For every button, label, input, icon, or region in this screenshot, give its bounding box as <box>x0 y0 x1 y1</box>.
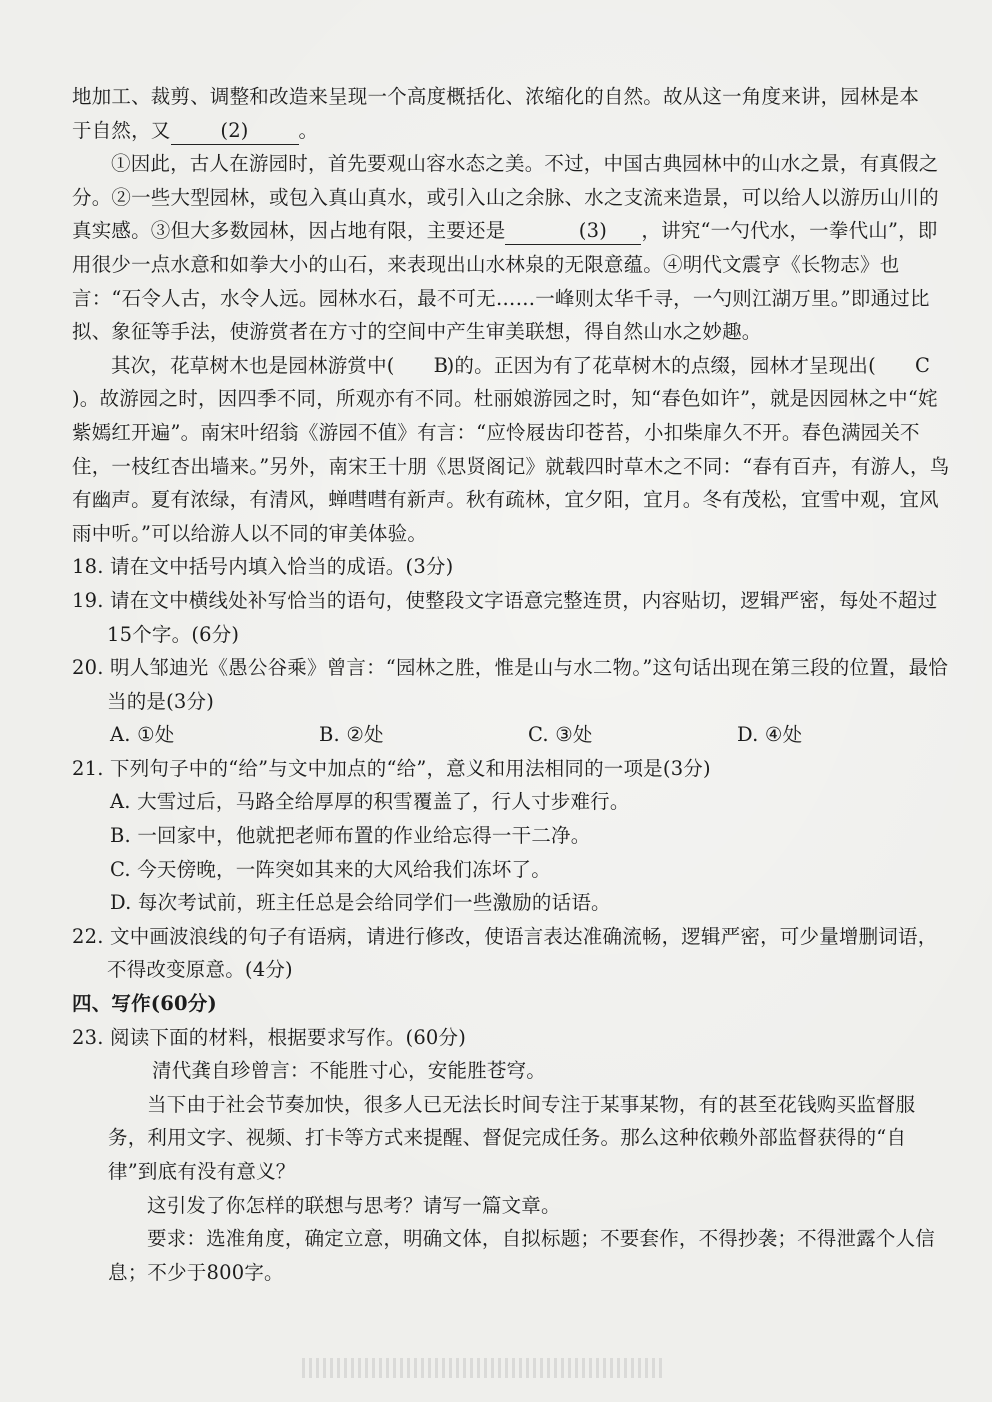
fill-b: B <box>433 353 449 377</box>
writing-prompt: 这引发了你怎样的联想与思考？请写一篇文章。 <box>147 1193 561 1217</box>
para3-text-b: )的。正因为有了花草树木的点缀，园林才呈现出( <box>446 353 876 377</box>
writing-requirements: 要求：选准角度，确定立意，明确文体，自拟标题；不要套作，不得抄袭；不得泄露个人信息；不少于800字。 <box>108 1227 936 1284</box>
question-20-options <box>72 718 950 752</box>
writing-material: 当下由于社会节奏加快，很多人已无法长时间专注于某事某物，有的甚至花钱购买监督服务，利用文字、视频、打卡等方式来提醒、督促完成任务。那么这种依赖外部监督获得的“自律”到底有没有意义？ <box>108 1092 916 1183</box>
question-20: 20. 明人邹迪光《愚公谷乘》曾言：“园林之胜，惟是山与水二物。”这句话出现在第三段的位置，最恰当的是(3分) <box>72 656 948 713</box>
passage-para3 <box>72 349 950 551</box>
passage-line2-text: 于自然，又 <box>72 118 171 142</box>
passage-line2-end: 。 <box>298 118 319 142</box>
para3-text-c: )。故游园之时，因四季不同，所观亦有不同。杜丽娘游园之时，知“春色如许”，就是因园林之中“姹紫嫣红开遍”。南宋叶绍翁《游园不值》有言：“应怜屐齿印苍苔，小扣柴扉久不开。春色满园关不住，一枝红杏出墙来。”另外，南宋王十朋《思贤阁记》就载四时草木之不同：“春有百卉，有游人，鸟有幽声。夏有浓绿，有清风，蝉嘒嘒有新声。秋有疏林，宜夕阳，宜月。冬有茂松，宜雪中观，宜风雨中听。”可以给游人以不同的审美体验。 <box>72 387 950 545</box>
q21-option-b: B. 一回家中，他就把老师布置的作业给忘得一干二净。 <box>110 824 591 848</box>
para3-text-a: 其次，花草树木也是园林游赏中( <box>111 353 395 377</box>
q21-option-a: A. 大雪过后，马路全给厚厚的积雪覆盖了，行人寸步难行。 <box>110 790 630 814</box>
para2-text-a: ①因此，古人在游园时，首先要观山容水态之美。不过，中国古典园林中的山水之景，有真假之分。②一些大型园林，或包入真山真水，或引入山之余脉、水之支流来造景，可以给人以游历山川的真实感。③但大多数园林，因占地有限，主要还是 <box>72 152 939 243</box>
question-22: 22. 文中画波浪线的句子有语病，请进行修改，使语言表达准确流畅，逻辑严密，可少量增删词语，不得改变原意。(4分) <box>72 924 938 982</box>
question-23: 23. 阅读下面的材料，根据要求写作。(60分) <box>72 1025 467 1049</box>
fill-c: C <box>914 353 931 377</box>
q20-option-a: A. ①处 <box>110 723 175 747</box>
q21-option-c: C. 今天傍晚，一阵突如其来的大风给我们冻坏了。 <box>110 857 551 881</box>
passage-line2 <box>72 114 950 148</box>
passage-para2 <box>72 147 950 349</box>
question-18: 18. 请在文中括号内填入恰当的成语。(3分) <box>72 555 454 579</box>
section-heading-writing: 四、写作(60分) <box>72 992 217 1016</box>
page-content <box>72 80 950 1289</box>
q20-option-d: D. ④处 <box>737 723 803 747</box>
blank-3: (3) <box>505 218 641 245</box>
q20-option-c: C. ③处 <box>528 723 593 747</box>
q20-option-b: B. ②处 <box>319 723 384 747</box>
question-19: 19. 请在文中横线处补写恰当的语句，使整段文字语意完整连贯，内容贴切，逻辑严密，每处不超过15个字。(6分) <box>72 588 938 646</box>
scan-artifact <box>302 1358 662 1378</box>
blank-2: (2) <box>171 118 299 145</box>
question-21: 21. 下列句子中的“给”与文中加点的“给”，意义和用法相同的一项是(3分) <box>72 756 711 780</box>
q21-option-d: D. 每次考试前，班主任总是会给同学们一些激励的话语。 <box>110 891 611 915</box>
para2-text-b: ，讲究“一勺代水，一拳代山”，即用很少一点水意和如拳大小的山石，来表现出山水林泉的无限意蕴。④明代文震亨《长物志》也言：“石令人古，水令人远。园林水石，最不可无……一峰则太华千寻，一勺则江湖万里。”即通过比拟、象征等手法，使游赏者在方寸的空间中产生审美联想，得自然山水之妙趣。 <box>72 219 938 344</box>
passage-line1: 地加工、裁剪、调整和改造来呈现一个高度概括化、浓缩化的自然。故从这一角度来讲，园林是本 <box>72 85 920 108</box>
writing-quote: 清代龚自珍曾言：不能胜寸心，安能胜苍穹。 <box>152 1059 547 1083</box>
